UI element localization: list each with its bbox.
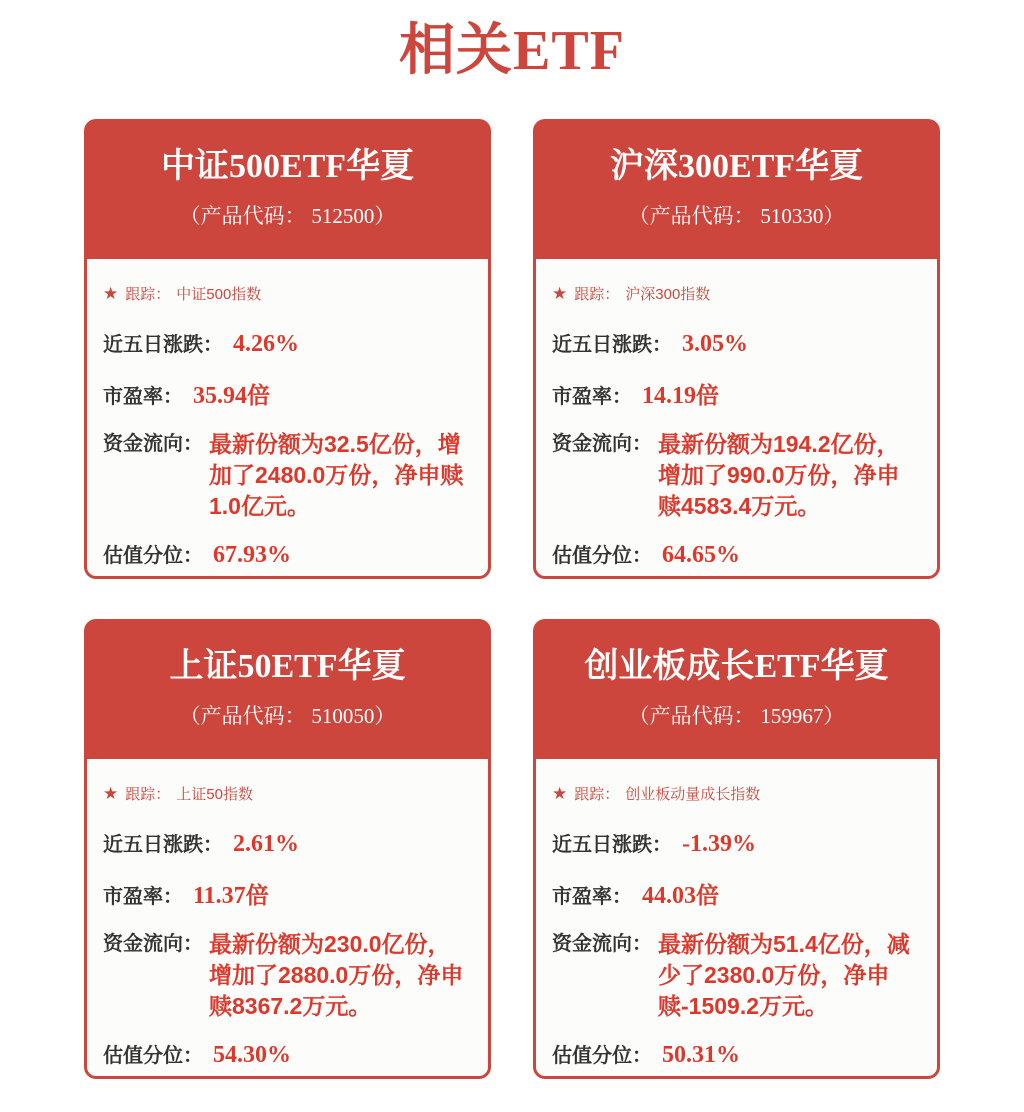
track-label: 跟踪： <box>125 786 171 803</box>
pe-row <box>103 877 472 910</box>
valuation-percentile: 54.30% <box>213 1042 291 1068</box>
five-day-row <box>552 328 921 358</box>
fund-flow-text: 最新份额为230.0亿份，增加了2880.0万份，净申赎8367.2万元。 <box>209 931 464 1019</box>
card-body <box>84 759 491 1079</box>
track-index: 上证50指数 <box>176 786 253 803</box>
track-index: 沪深300指数 <box>625 286 711 303</box>
fund-flow-row <box>552 429 921 522</box>
pe-unit: 倍 <box>247 382 270 408</box>
valuation-label: 估值分位： <box>103 1045 203 1067</box>
pe-row <box>552 877 921 910</box>
pe-ratio: 35.94 <box>193 383 247 409</box>
product-code: （产品代码： 510330） <box>628 203 845 228</box>
fund-flow-label: 资金流向： <box>103 933 203 955</box>
fund-flow-row <box>103 429 472 522</box>
track-label: 跟踪： <box>574 786 620 803</box>
five-day-row <box>103 828 472 858</box>
etf-name: 沪深300ETF华夏 <box>609 147 864 186</box>
five-day-row <box>552 828 921 858</box>
product-code: （产品代码： 510050） <box>179 703 396 728</box>
fund-flow-text: 最新份额为194.2亿份，增加了990.0万份，净申赎4583.4万元。 <box>658 431 900 519</box>
etf-card <box>533 619 940 1079</box>
five-day-label: 近五日涨跌： <box>103 834 223 856</box>
five-day-change: 4.26% <box>233 331 299 357</box>
pe-ratio: 11.37 <box>193 883 246 909</box>
page-title-en: ETF <box>513 20 625 82</box>
five-day-label: 近五日涨跌： <box>103 334 223 356</box>
fund-flow-label: 资金流向： <box>103 433 203 455</box>
etf-name: 中证500ETF华夏 <box>160 147 415 186</box>
pe-ratio: 14.19 <box>642 383 696 409</box>
five-day-change: 3.05% <box>682 331 748 357</box>
fund-flow-text: 最新份额为51.4亿份，减少了2380.0万份，净申赎-1509.2万元。 <box>658 931 910 1019</box>
card-body <box>533 259 940 579</box>
five-day-change: -1.39% <box>682 831 756 857</box>
product-code: （产品代码： 159967） <box>628 703 845 728</box>
pe-row <box>103 377 472 410</box>
page-title-cn: 相关 <box>399 18 514 81</box>
five-day-label: 近五日涨跌： <box>552 334 672 356</box>
valuation-percentile: 50.31% <box>662 1042 740 1068</box>
etf-card <box>533 119 940 579</box>
card-header <box>533 119 940 259</box>
track-row <box>552 783 921 804</box>
pe-unit: 倍 <box>245 882 269 908</box>
valuation-row <box>552 1039 921 1069</box>
card-body <box>533 759 940 1079</box>
valuation-percentile: 67.93% <box>213 542 291 568</box>
valuation-label: 估值分位： <box>552 1045 652 1067</box>
valuation-row <box>103 539 472 569</box>
valuation-row <box>103 1039 472 1069</box>
pe-label: 市盈率： <box>103 386 183 408</box>
star-icon: ★ <box>103 284 119 303</box>
pe-ratio: 44.03 <box>642 883 696 909</box>
card-body <box>84 259 491 579</box>
star-icon: ★ <box>552 284 568 303</box>
etf-card-grid <box>84 119 940 1079</box>
valuation-label: 估值分位： <box>103 545 203 567</box>
star-icon: ★ <box>552 784 568 803</box>
pe-label: 市盈率： <box>552 886 632 908</box>
pe-row <box>552 377 921 410</box>
pe-label: 市盈率： <box>552 386 632 408</box>
etf-name: 创业板成长ETF华夏 <box>584 647 889 686</box>
star-icon: ★ <box>103 784 119 803</box>
track-label: 跟踪： <box>574 286 620 303</box>
fund-flow-label: 资金流向： <box>552 933 652 955</box>
valuation-row <box>552 539 921 569</box>
etf-name: 上证50ETF华夏 <box>169 647 406 686</box>
fund-flow-row <box>552 929 921 1022</box>
fund-flow-row <box>103 929 472 1022</box>
card-header <box>533 619 940 759</box>
track-row <box>103 783 472 804</box>
track-row <box>552 283 921 304</box>
page-title <box>0 14 1024 87</box>
five-day-row <box>103 328 472 358</box>
track-label: 跟踪： <box>125 286 171 303</box>
fund-flow-label: 资金流向： <box>552 433 652 455</box>
five-day-label: 近五日涨跌： <box>552 834 672 856</box>
card-header <box>84 619 491 759</box>
valuation-percentile: 64.65% <box>662 542 740 568</box>
track-row <box>103 283 472 304</box>
product-code: （产品代码： 512500） <box>179 203 396 228</box>
fund-flow-text: 最新份额为32.5亿份，增加了2480.0万份，净申赎1.0亿元。 <box>209 431 464 519</box>
etf-card <box>84 119 491 579</box>
pe-unit: 倍 <box>696 382 719 408</box>
card-header <box>84 119 491 259</box>
track-index: 创业板动量成长指数 <box>625 786 761 803</box>
track-index: 中证500指数 <box>176 286 262 303</box>
five-day-change: 2.61% <box>233 831 299 857</box>
valuation-label: 估值分位： <box>552 545 652 567</box>
etf-card <box>84 619 491 1079</box>
pe-unit: 倍 <box>696 882 719 908</box>
pe-label: 市盈率： <box>103 886 183 908</box>
